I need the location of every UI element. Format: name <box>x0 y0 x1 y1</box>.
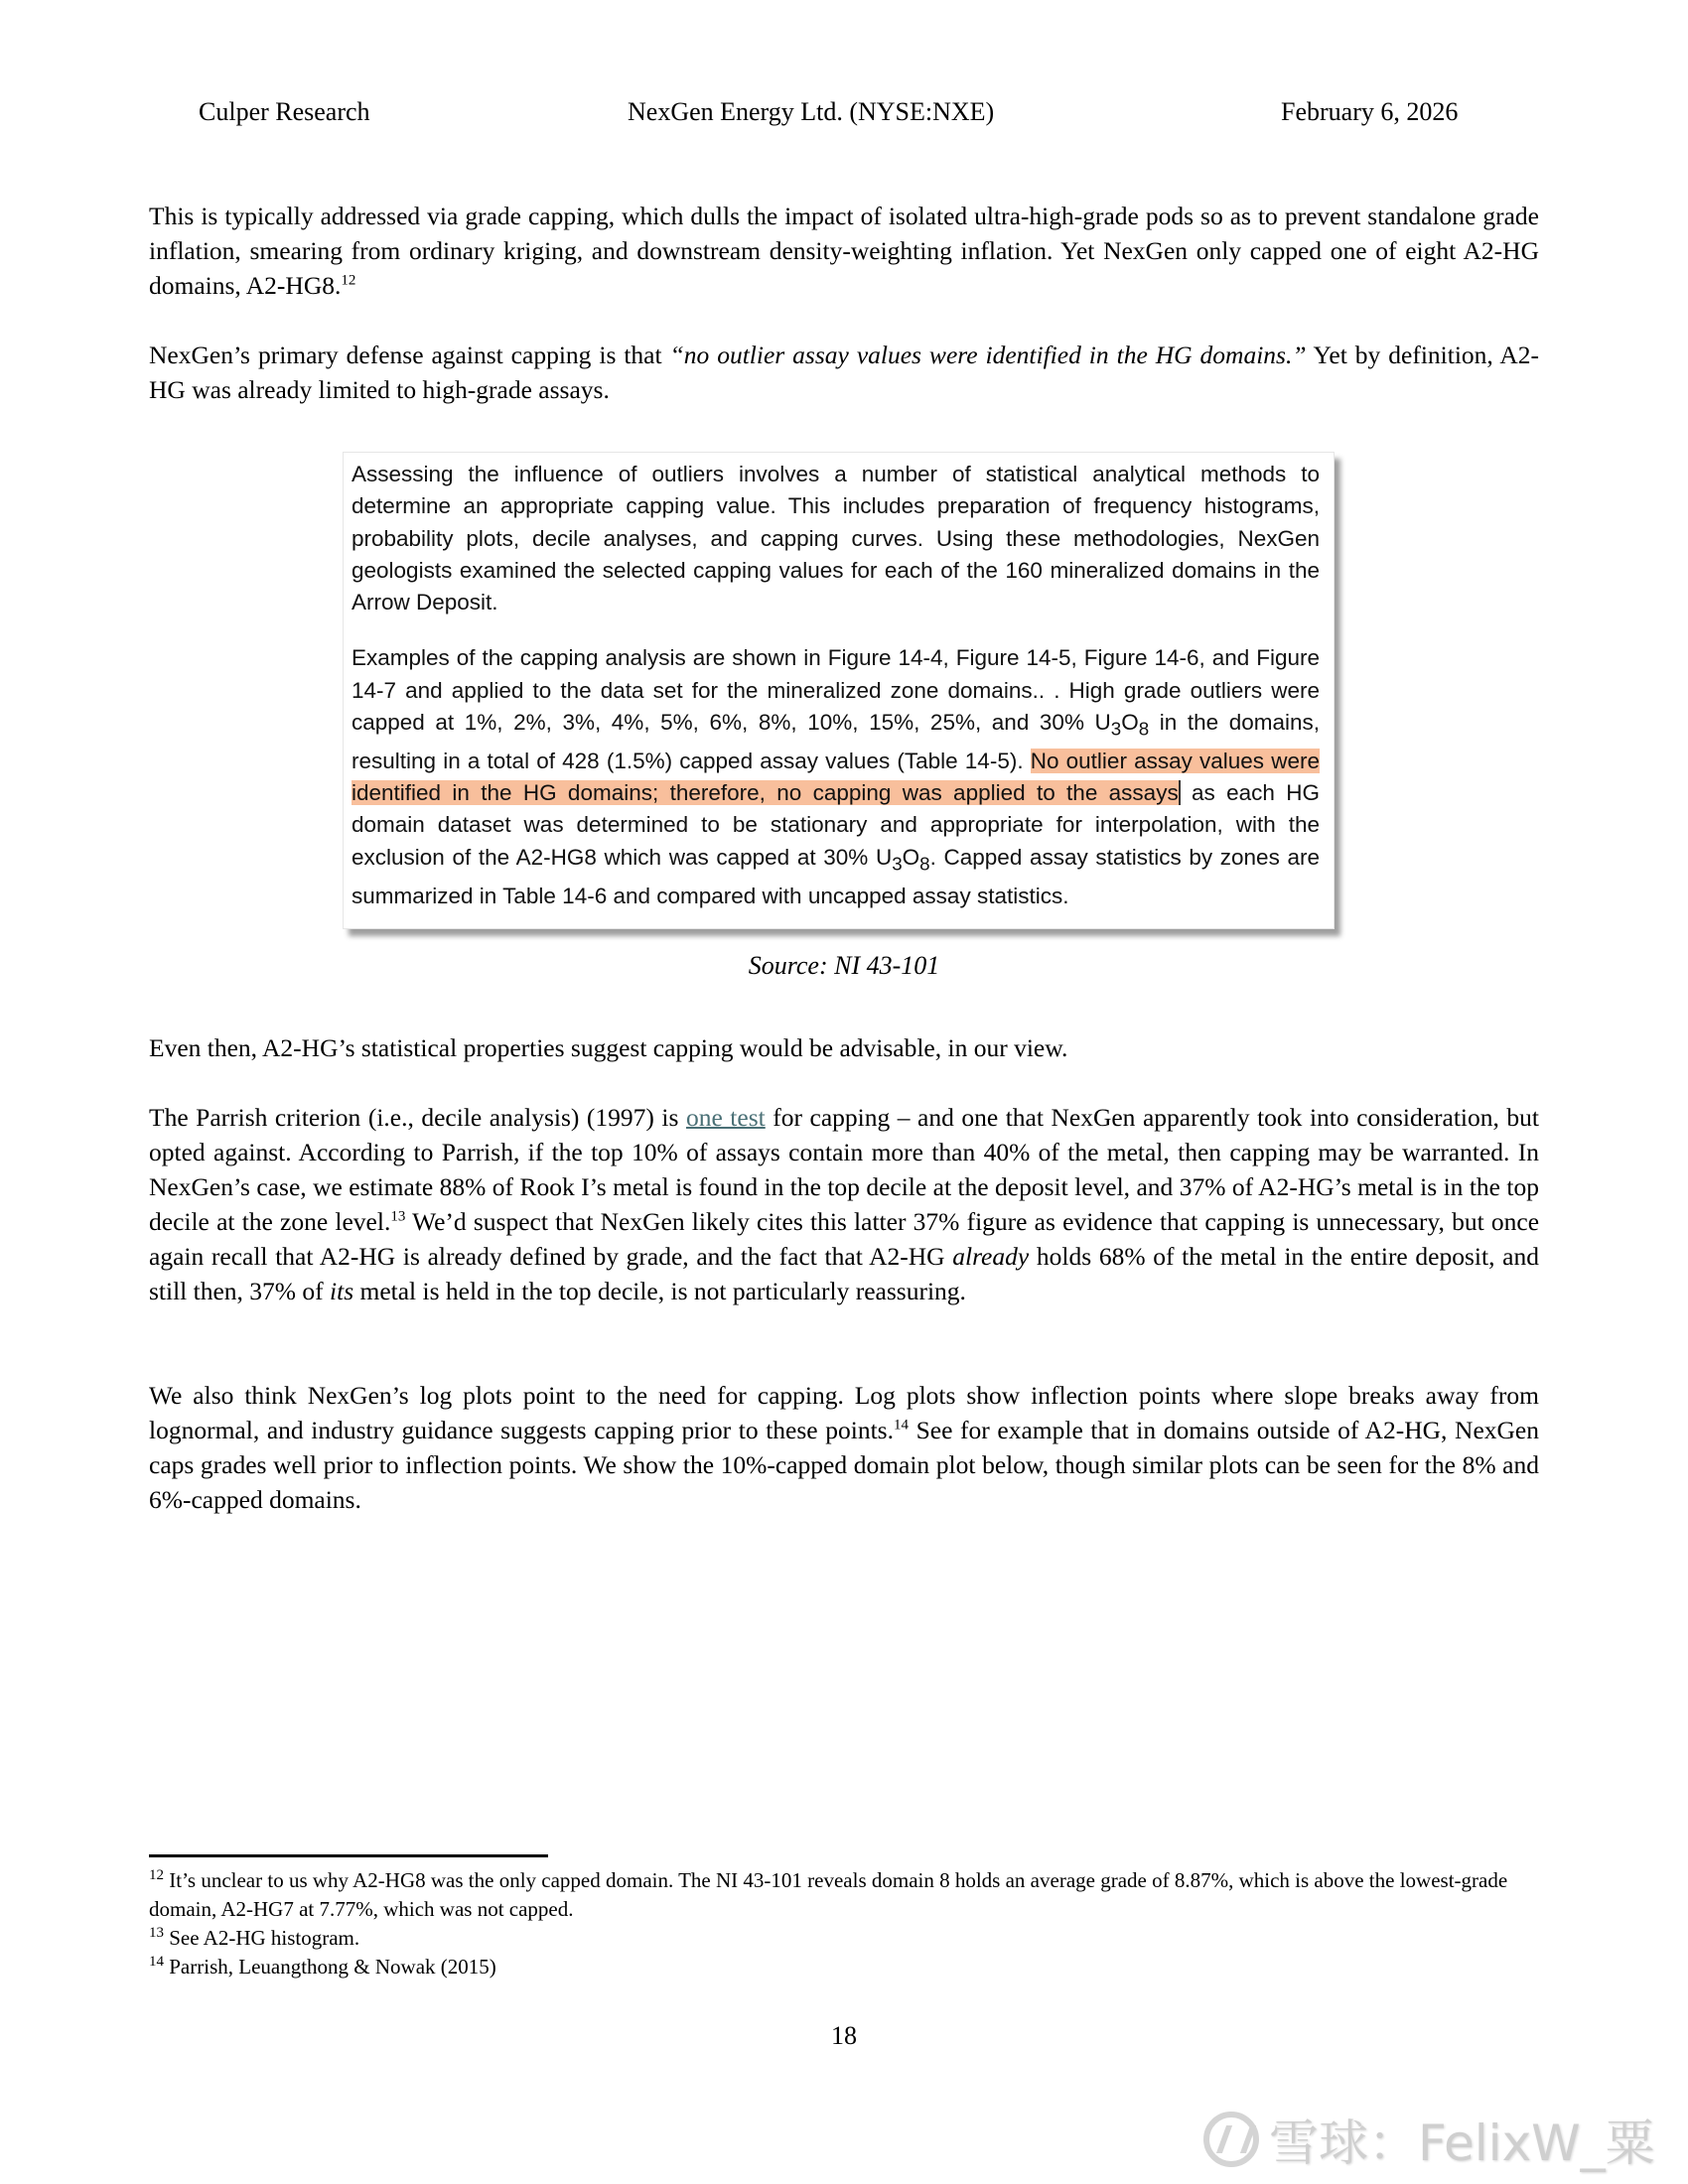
excerpt-paragraph-2: Examples of the capping analysis are shown in Figure 14-4, Figure 14-5, Figure 14-6, and Figure 14-7 and applied to the data set for the mineralized zone domains.. . High grade outliers were capped at 1%, 2%, 3%, 4%, 5%, 6%, 8%, 10%, 15%, 25%, and 30% $U_3O_8$ in the domains, resulting in a total of 428 (1.5%) capped assay values (Table 14-5). No outlier assay values were identified in the HG domains; therefore, no capping was applied to the assays as each HG domain dataset was determined to be stationary and appropriate for interpolation, with the exclusion of the A2-HG8 which was capped at 30% $U_3O_8$. Capped assay statistics by zones are summarized in Table 14-6 and compared with uncapped assay statistics. <box>352 645 1320 908</box>
ni-43-101-excerpt <box>343 452 1335 929</box>
paragraph-even-then: Even then, A2-HG’s statistical properties suggest capping would be advisable, in our view. <box>149 1033 1068 1062</box>
one-test-link[interactable]: one test <box>685 1103 766 1132</box>
inline-quote: “no outlier assay values were identified in the HG domains.” <box>669 341 1307 369</box>
paragraph-log-plots: We also think NexGen’s log plots point to the need for capping. Log plots show inflection points where slope breaks away from lognormal, and industry guidance suggests capping prior to these points.$^{14}$ See for example that in domains outside of A2-HG, NexGen caps grades well prior to inflection points. We show the 10%-capped domain plot below, though similar plots can be seen for the 8% and 6%-capped domains. <box>149 1381 1540 1514</box>
page-number: 18 <box>831 2021 857 2050</box>
footnote-14: $^{14}$ Parrish, Leuangthong & Nowak (2015) <box>149 1954 496 1979</box>
header-date: February 6, 2026 <box>1281 97 1459 126</box>
paragraph-parrish-criterion: The Parrish criterion (i.e., decile analysis) (1997) is one test for capping – and one that NexGen apparently took into consideration, but opted against. According to Parrish, if the top 10% of assays contain more than 40% of the metal, then capping may be warranted. In NexGen’s case, we estimate 88% of Rook I’s metal is found in the top decile at the deposit level, and 37% of A2-HG’s metal is in the top decile at the zone level.$^{13}$ We’d suspect that NexGen likely cites this latter 37% figure as evidence that capping is unnecessary, but once again recall that A2-HG is already defined by grade, and the fact that A2-HG already holds 68% of the metal in the entire deposit, and still then, 37% of its metal is held in the top decile, is not particularly reassuring. <box>149 1103 1540 1305</box>
source-caption: Source: NI 43-101 <box>748 951 940 980</box>
footnote-13: $^{13}$ See A2-HG histogram. <box>149 1925 360 1950</box>
paragraph-grade-capping: This is typically addressed via grade capping, which dulls the impact of isolated ultra-high-grade pods so as to prevent standalone grade inflation, smearing from ordinary kriging, and downstream density-weighting inflation. Yet NexGen only capped one of eight A2-HG domains, A2-HG8.12 <box>149 202 1539 300</box>
footnote-12: $^{12}$ It’s unclear to us why A2-HG8 was the only capped domain. The NI 43-101 reveals domain 8 holds an average grade of 8.87%, which is above the lowest-grade domain, A2-HG7 at 7.77%, which was not capped. <box>149 1867 1508 1921</box>
highlighted-text: No outlier assay values were identified in the HG domains; therefore, no capping was applied to the assays <box>352 748 1320 806</box>
watermark <box>1203 2105 1655 2174</box>
header-publisher: Culper Research <box>199 97 370 126</box>
footnote-ref-12[interactable]: 12 <box>341 272 356 289</box>
watermark-text: 雪球：FelixW_粟 <box>1269 2115 1655 2172</box>
header-company: NexGen Energy Ltd. (NYSE:NXE) <box>628 97 995 126</box>
footnote-ref-13[interactable]: 13 <box>390 1208 406 1225</box>
paragraph-primary-defense: NexGen’s primary defense against capping is that “no outlier assay values were identified in the HG domains.” Yet by definition, A2-HG was already limited to high-grade assays. <box>149 341 1540 404</box>
page-header <box>0 97 1688 137</box>
excerpt-paragraph-1: Assessing the influence of outliers involves a number of statistical analytical methods to determine an appropriate capping value. This includes preparation of frequency histograms, probability plots, decile analyses, and capping curves. Using these methodologies, NexGen geologists examined the selected capping values for each of the 160 mineralized domains in the Arrow Deposit. <box>352 462 1320 615</box>
snowball-logo-icon <box>1203 2112 1259 2167</box>
footnote-divider <box>149 1854 548 1857</box>
footnote-ref-14[interactable]: 14 <box>893 1417 909 1433</box>
